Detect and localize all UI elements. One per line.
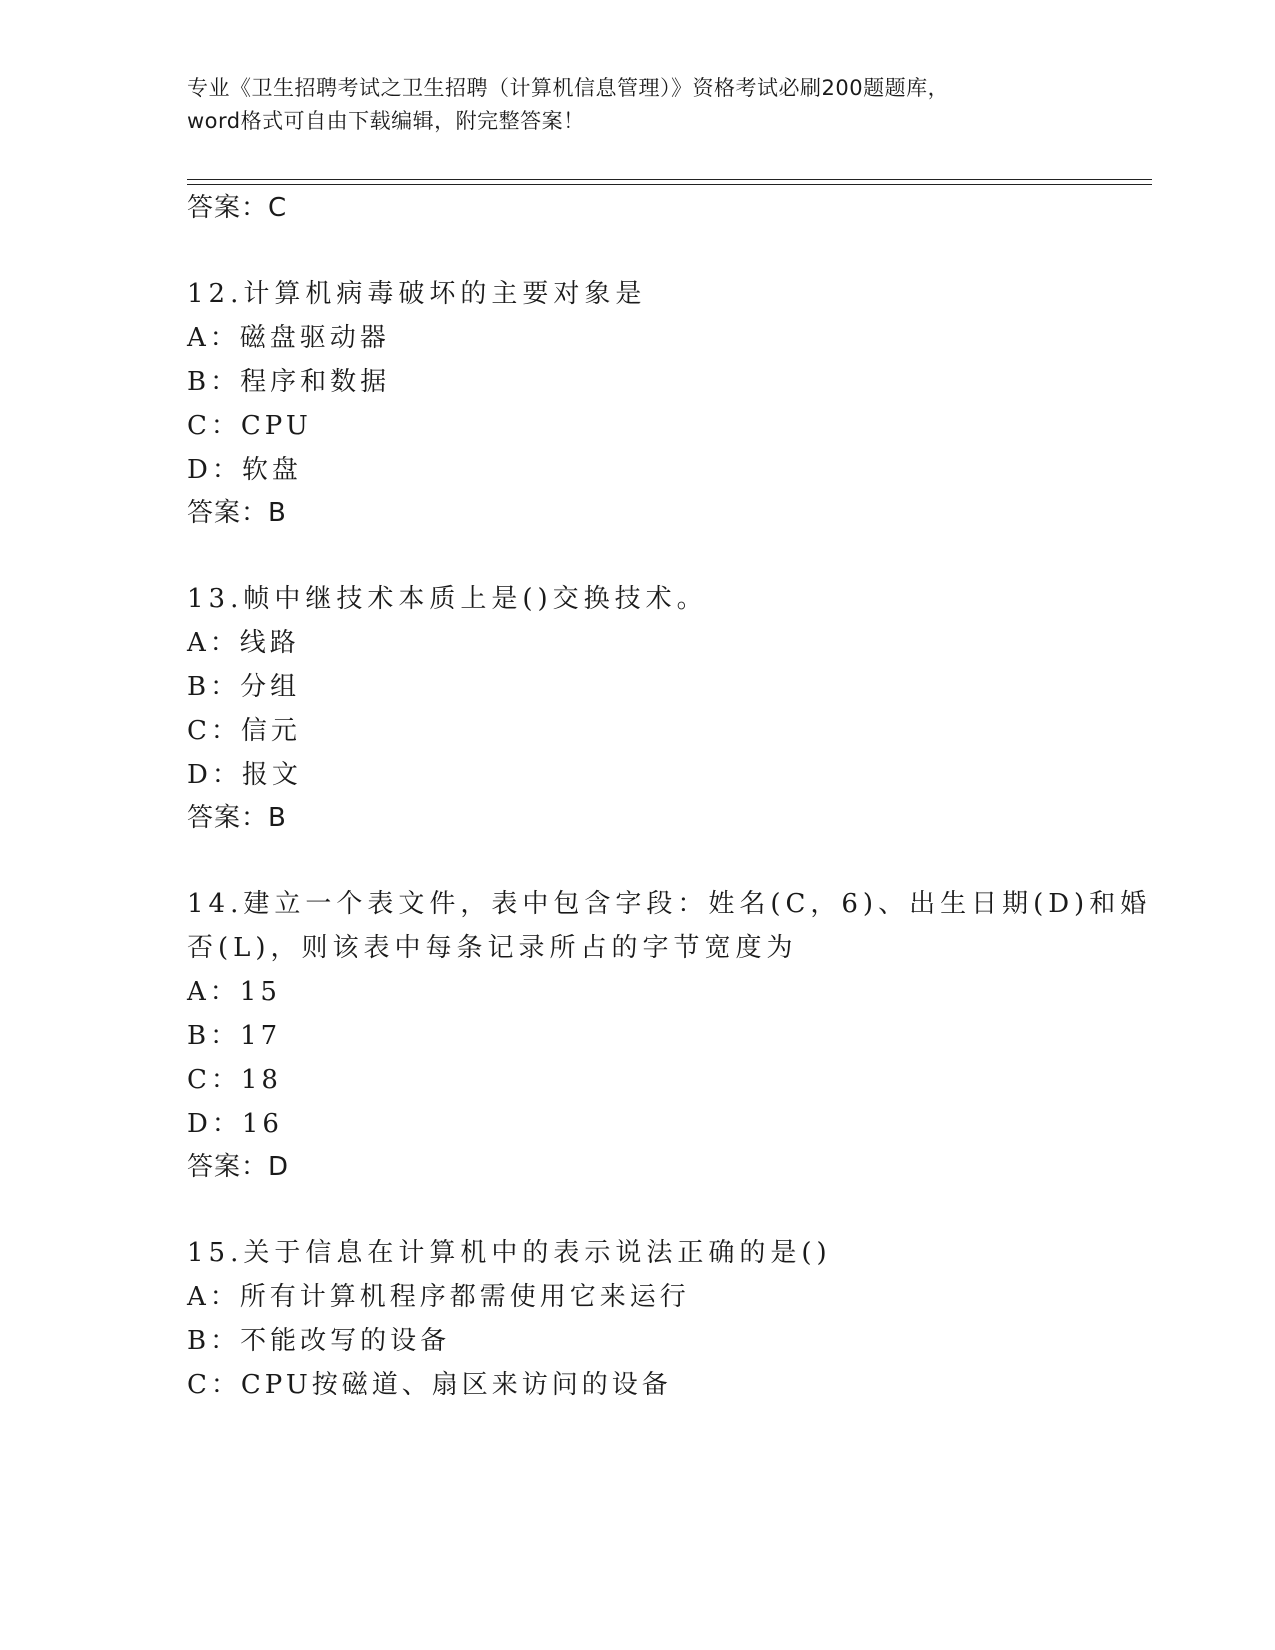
header-line-2: word格式可自由下载编辑，附完整答案！ bbox=[187, 109, 585, 133]
question-12-option-b: B：程序和数据 bbox=[187, 367, 391, 397]
previous-answer: 答案：C bbox=[187, 193, 288, 223]
question-14-option-d: D：16 bbox=[187, 1109, 283, 1139]
question-13-option-a: A：线路 bbox=[187, 628, 300, 658]
header-line-1: 专业《卫生招聘考试之卫生招聘（计算机信息管理）》资格考试必刷200题题库， bbox=[187, 76, 950, 100]
question-12-stem: 12.计算机病毒破坏的主要对象是 bbox=[187, 279, 647, 309]
header-divider-top bbox=[187, 179, 1152, 180]
question-14-option-a: A：15 bbox=[187, 977, 281, 1007]
question-13-option-b: B：分组 bbox=[187, 672, 301, 702]
question-13-answer: 答案：B bbox=[187, 803, 287, 833]
header-divider-bottom bbox=[187, 184, 1152, 185]
question-13-option-c: C：信元 bbox=[187, 716, 301, 746]
question-12-answer: 答案：B bbox=[187, 498, 287, 528]
question-14-stem-line-1: 14.建立一个表文件，表中包含字段：姓名(C，6)、出生日期(D)和婚 bbox=[187, 889, 1152, 919]
question-15-option-c: C：CPU按磁道、扇区来访问的设备 bbox=[187, 1370, 672, 1400]
question-13-stem: 13.帧中继技术本质上是()交换技术。 bbox=[187, 584, 708, 614]
question-15-option-b: B：不能改写的设备 bbox=[187, 1326, 451, 1356]
question-12-option-d: D：软盘 bbox=[187, 455, 302, 485]
question-14-option-b: B：17 bbox=[187, 1021, 282, 1051]
document-header bbox=[187, 72, 1067, 138]
question-15-stem: 15.关于信息在计算机中的表示说法正确的是() bbox=[187, 1238, 832, 1268]
question-14-stem-line-2: 否(L)，则该表中每条记录所占的字节宽度为 bbox=[187, 933, 798, 963]
question-12-option-c: C：CPU bbox=[187, 411, 312, 441]
question-12-option-a: A：磁盘驱动器 bbox=[187, 323, 390, 353]
question-15-option-a: A：所有计算机程序都需使用它来运行 bbox=[187, 1282, 690, 1312]
question-14-answer: 答案：D bbox=[187, 1152, 290, 1182]
question-13-option-d: D：报文 bbox=[187, 760, 302, 790]
question-14-option-c: C：18 bbox=[187, 1065, 282, 1095]
